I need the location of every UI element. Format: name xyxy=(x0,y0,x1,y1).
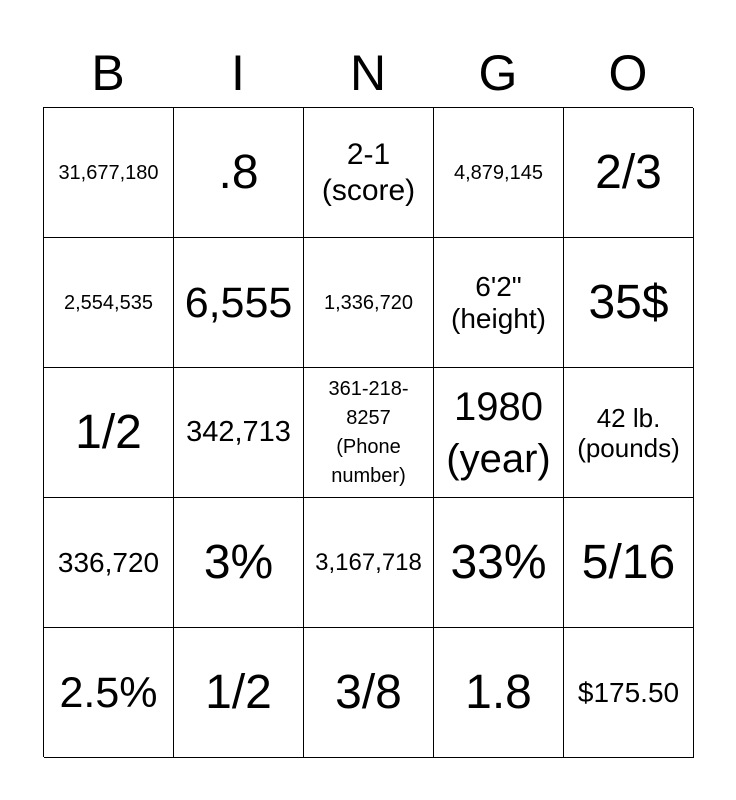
bingo-cell-r2c5[interactable]: 35$ xyxy=(564,238,694,368)
bingo-cell-r4c4[interactable]: 33% xyxy=(434,498,564,628)
bingo-cell-r3c2[interactable]: 342,713 xyxy=(174,368,304,498)
header-letter-g: G xyxy=(478,45,518,101)
bingo-cell-r2c4[interactable]: 6'2" (height) xyxy=(434,238,564,368)
bingo-cell-r4c2[interactable]: 3% xyxy=(174,498,304,628)
header-letter-o: O xyxy=(608,45,648,101)
bingo-cell-r3c4[interactable]: 1980 (year) xyxy=(434,368,564,498)
bingo-header xyxy=(43,40,693,106)
header-letter-n: N xyxy=(349,45,387,101)
bingo-cell-r5c2[interactable]: 1/2 xyxy=(174,628,304,758)
bingo-cell-r2c2[interactable]: 6,555 xyxy=(174,238,304,368)
header-letter-i: I xyxy=(231,45,245,101)
bingo-card xyxy=(43,107,693,757)
bingo-cell-r3c3[interactable]: 361-218- 8257 (Phone number) xyxy=(304,368,434,498)
bingo-cell-r5c5[interactable]: $175.50 xyxy=(564,628,694,758)
bingo-cell-r1c4[interactable]: 4,879,145 xyxy=(434,108,564,238)
bingo-cell-r4c1[interactable]: 336,720 xyxy=(44,498,174,628)
bingo-cell-r1c2[interactable]: .8 xyxy=(174,108,304,238)
bingo-cell-r5c1[interactable]: 2.5% xyxy=(44,628,174,758)
bingo-cell-r4c5[interactable]: 5/16 xyxy=(564,498,694,628)
bingo-cell-r2c1[interactable]: 2,554,535 xyxy=(44,238,174,368)
bingo-cell-r1c1[interactable]: 31,677,180 xyxy=(44,108,174,238)
bingo-cell-r3c5[interactable]: 42 lb. (pounds) xyxy=(564,368,694,498)
bingo-cell-r3c1[interactable]: 1/2 xyxy=(44,368,174,498)
bingo-cell-r2c3[interactable]: 1,336,720 xyxy=(304,238,434,368)
bingo-cell-r4c3[interactable]: 3,167,718 xyxy=(304,498,434,628)
header-letter-b: B xyxy=(91,45,125,101)
bingo-cell-r1c3[interactable]: 2-1 (score) xyxy=(304,108,434,238)
bingo-cell-r1c5[interactable]: 2/3 xyxy=(564,108,694,238)
bingo-cell-r5c3[interactable]: 3/8 xyxy=(304,628,434,758)
bingo-cell-r5c4[interactable]: 1.8 xyxy=(434,628,564,758)
